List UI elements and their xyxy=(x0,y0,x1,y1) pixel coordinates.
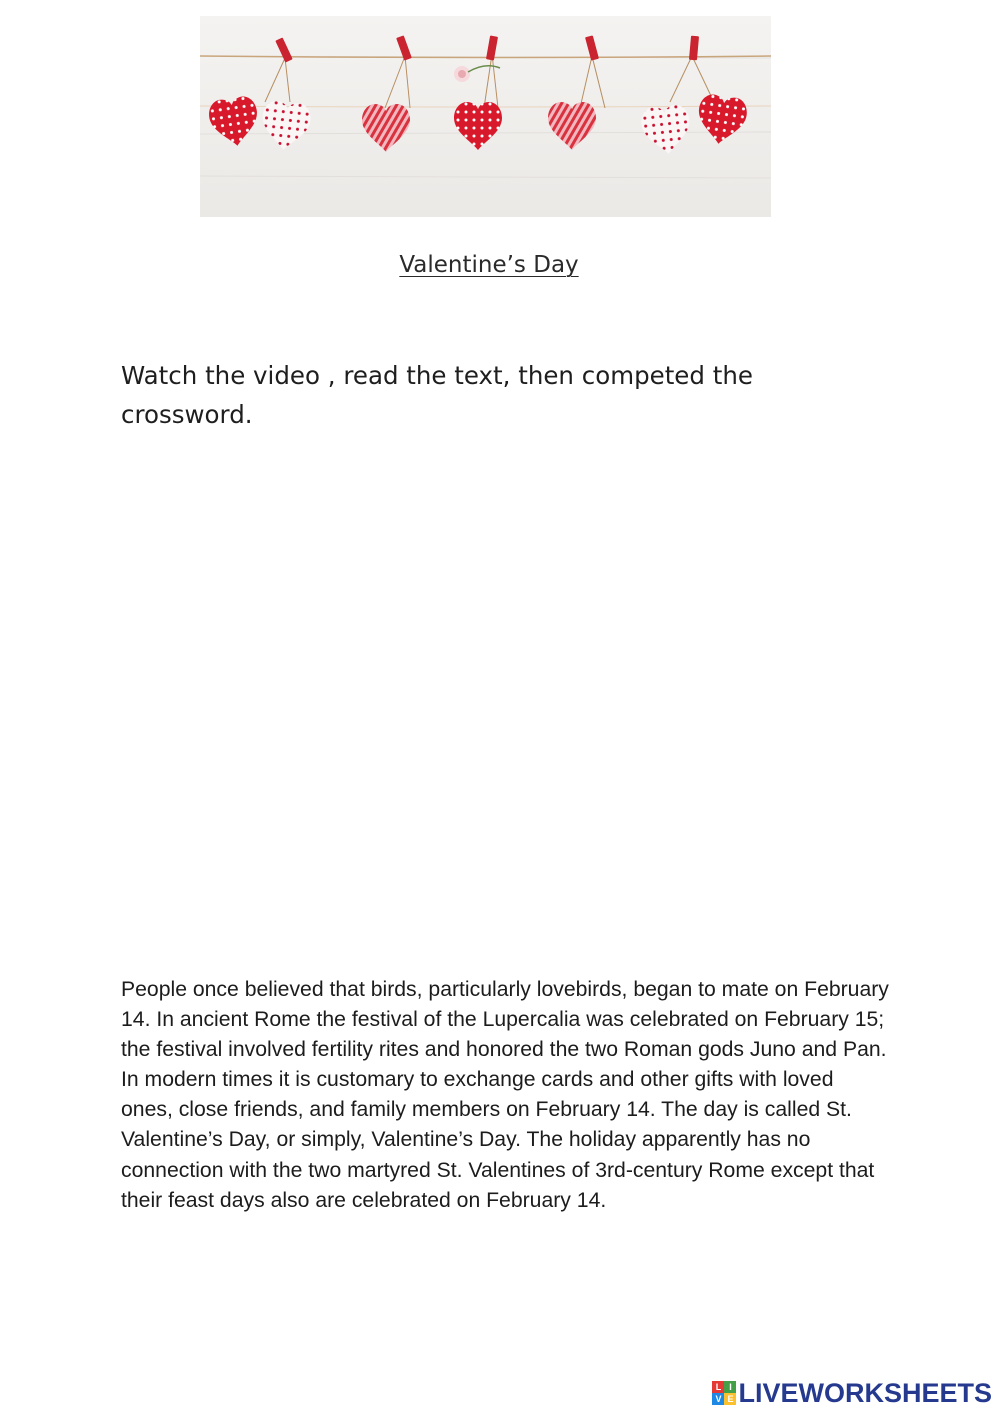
logo-letter: V xyxy=(712,1393,724,1405)
liveworksheets-logo-icon xyxy=(712,1381,736,1405)
brand-name: LIVEWORKSHEETS xyxy=(738,1378,992,1408)
reading-passage: People once believed that birds, particularly lovebirds, began to mate on February 14. In ancient Rome the festival of the Lupercalia was celebrated on February 15; the festival involved fertility rites and honored the two Roman gods Juno and Pan. In modern times it is customary to exchange cards and other gifts with loved ones, close friends, and family members on February 14. The day is called St. Valentine’s Day, or simply, Valentine’s Day. The holiday apparently has no connection with the two martyred St. Valentines of 3rd-century Rome except that their feast days also are celebrated on February 14. xyxy=(121,978,889,1212)
hearts-banner-image xyxy=(200,16,771,217)
logo-letter: L xyxy=(712,1381,724,1393)
logo-letter: E xyxy=(724,1393,736,1405)
liveworksheets-brand[interactable] xyxy=(712,1378,992,1408)
page-title: Valentine’s Day xyxy=(399,252,579,278)
instructions-text: Watch the video , read the text, then competed the crossword. xyxy=(121,361,753,429)
logo-letter: I xyxy=(724,1381,736,1393)
